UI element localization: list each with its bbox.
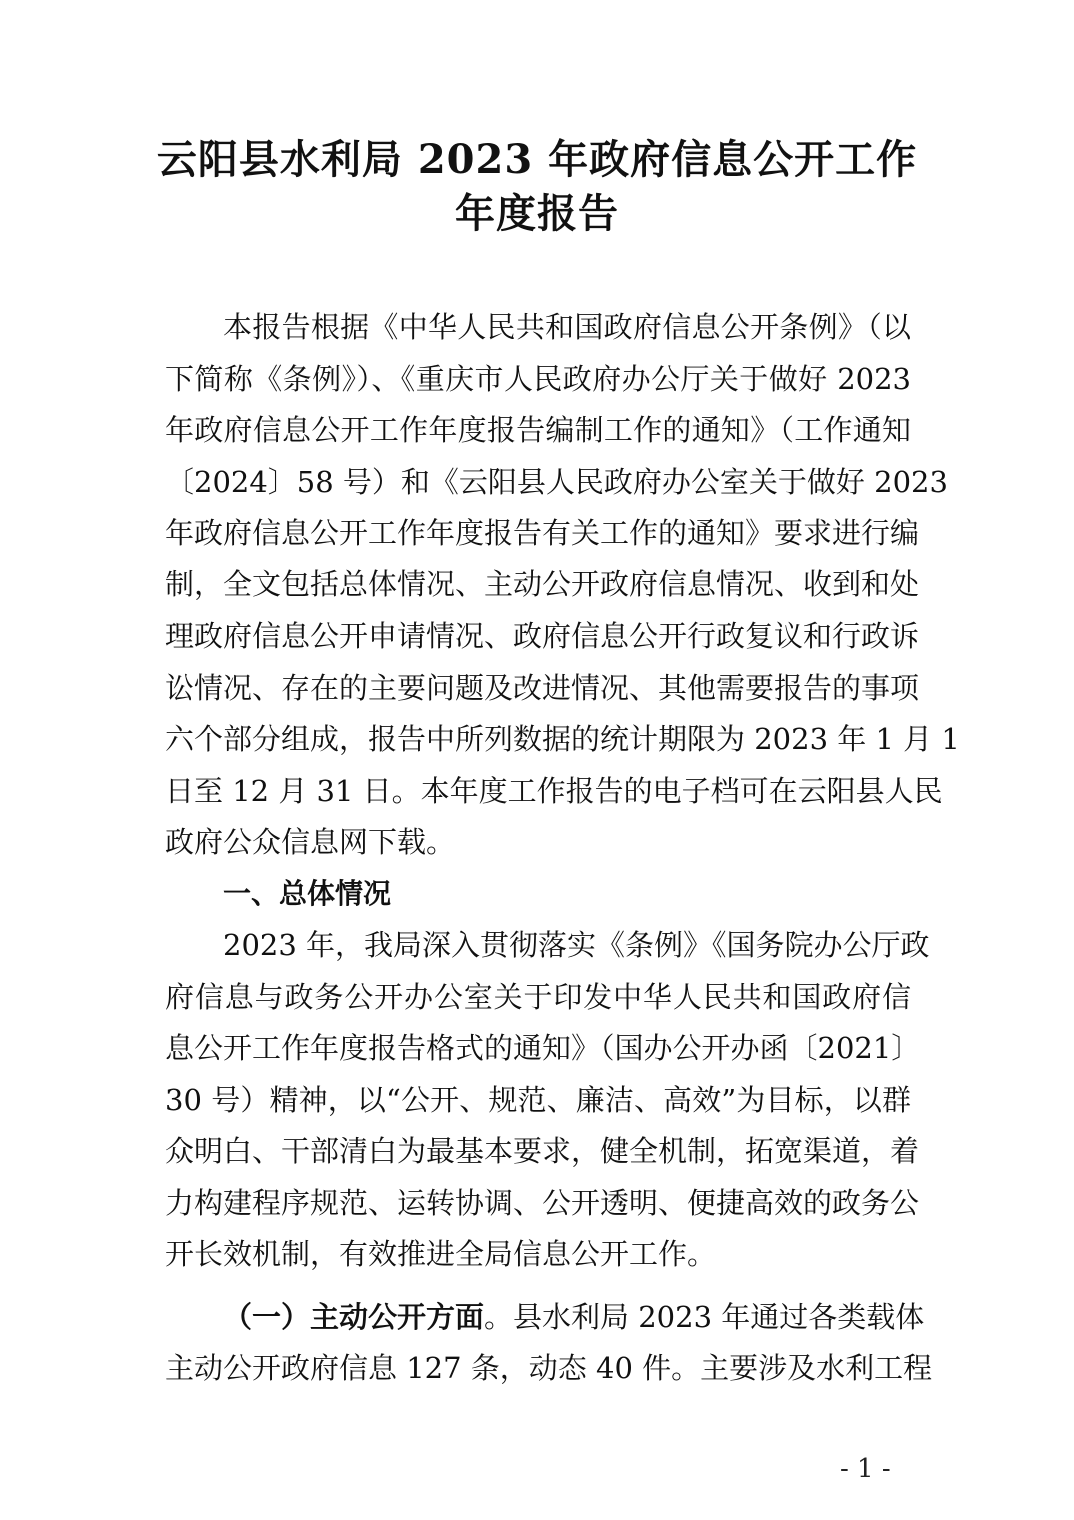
paragraph-line: 府信息与政务公开办公室关于印发中华人民共和国政府信 bbox=[165, 980, 911, 1014]
paragraph-line: 主动公开政府信息 127 条，动态 40 件。主要涉及水利工程 bbox=[165, 1351, 933, 1385]
paragraph-line: 〔2024〕58 号）和《云阳县人民政府办公室关于做好 2023 bbox=[165, 465, 948, 499]
paragraph-line: 理政府信息公开申请情况、政府信息公开行政复议和行政诉 bbox=[165, 619, 920, 653]
document-title-line1: 云阳县水利局 2023 年政府信息公开工作 bbox=[156, 136, 918, 183]
subsection-text: 。县水利局 2023 年通过各类载体 bbox=[484, 1300, 925, 1334]
page-number: - 1 - bbox=[840, 1454, 891, 1484]
section-heading: 一、总体情况 bbox=[223, 877, 392, 910]
subsection-label: （一）主动公开方面 bbox=[223, 1300, 485, 1334]
paragraph-line: 息公开工作年度报告格式的通知》（国办公开办函〔2021〕 bbox=[165, 1031, 921, 1065]
subsection-line bbox=[223, 1297, 925, 1337]
paragraph-line: 讼情况、存在的主要问题及改进情况、其他需要报告的事项 bbox=[165, 671, 920, 705]
paragraph-line: 本报告根据《中华人民共和国政府信息公开条例》（以 bbox=[223, 310, 911, 344]
paragraph-line: 年政府信息公开工作年度报告有关工作的通知》要求进行编 bbox=[165, 516, 920, 550]
paragraph-line: 2023 年，我局深入贯彻落实《条例》《国务院办公厅政 bbox=[223, 928, 930, 962]
paragraph-line: 众明白、干部清白为最基本要求，健全机制，拓宽渠道，着 bbox=[165, 1134, 920, 1168]
document-title-line2: 年度报告 bbox=[455, 190, 619, 237]
paragraph-line: 年政府信息公开工作年度报告编制工作的通知》（工作通知 bbox=[165, 413, 911, 447]
paragraph-line: 政府公众信息网下载。 bbox=[165, 825, 456, 859]
paragraph-line: 开长效机制，有效推进全局信息公开工作。 bbox=[165, 1237, 717, 1271]
paragraph-line: 日至 12 月 31 日。本年度工作报告的电子档可在云阳县人民 bbox=[165, 774, 943, 808]
paragraph-line: 制，全文包括总体情况、主动公开政府信息情况、收到和处 bbox=[165, 567, 920, 601]
paragraph-line: 30 号）精神，以“公开、规范、廉洁、高效”为目标，以群 bbox=[165, 1083, 911, 1117]
paragraph-line: 下简称《条例》）、《重庆市人民政府办公厅关于做好 2023 bbox=[165, 362, 911, 396]
paragraph-line: 六个部分组成，报告中所列数据的统计期限为 2023 年 1 月 1 bbox=[165, 722, 960, 756]
paragraph-line: 力构建程序规范、运转协调、公开透明、便捷高效的政务公 bbox=[165, 1186, 920, 1220]
